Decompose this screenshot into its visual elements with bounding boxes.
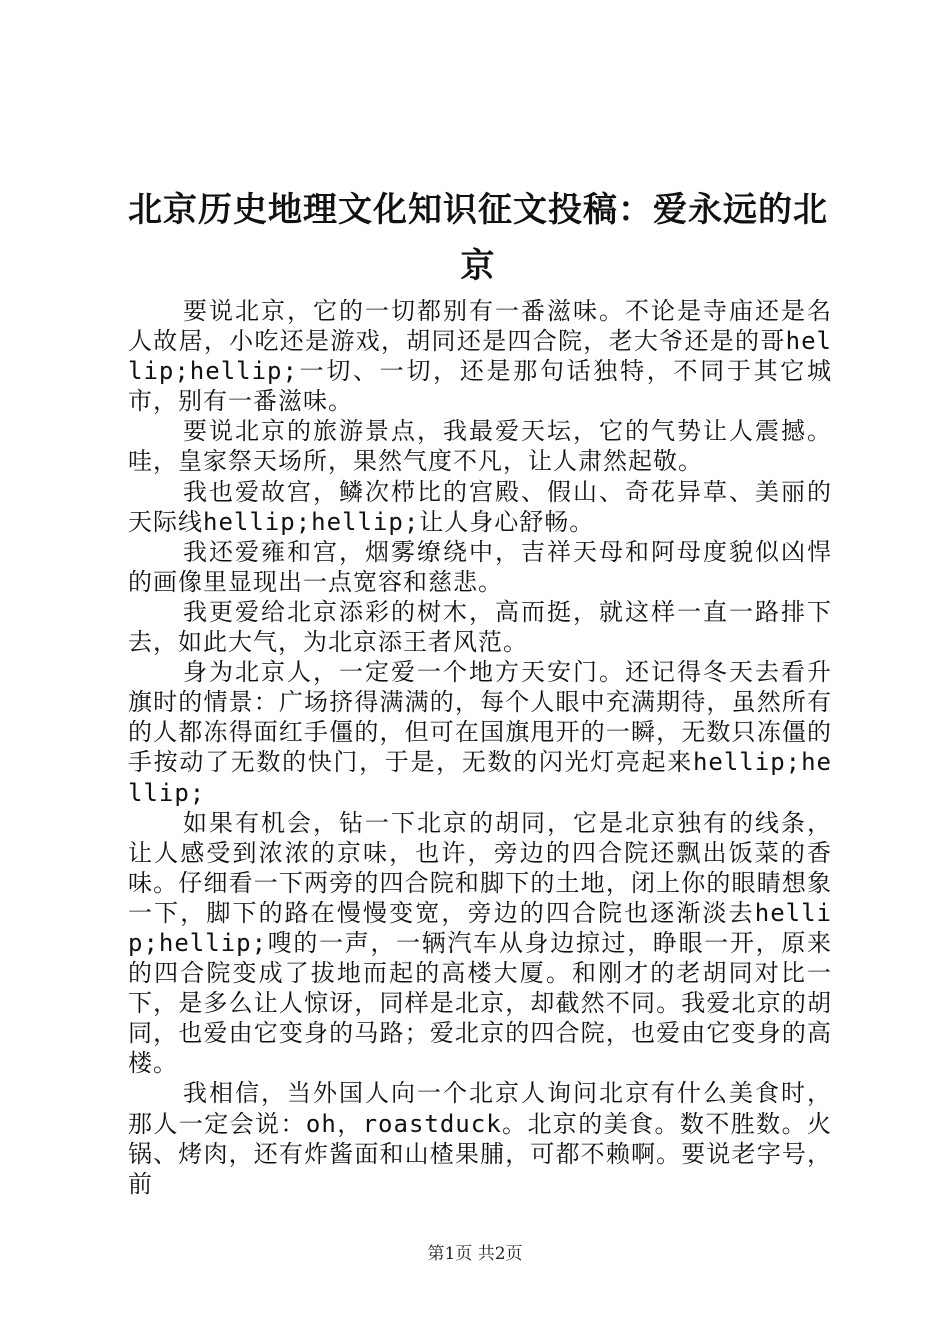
paragraph: 身为北京人，一定爱一个地方天安门。还记得冬天去看升旗时的情景：广场挤得满满的，每个人眼中充满期待，虽然所有的人都冻得面红手僵的，但可在国旗甩开的一瞬，无数只冻僵的手按动了无数的快门，于是，无数的闪光灯亮起来hellip;hellip; xyxy=(128,658,832,807)
paragraph: 我还爱雍和宫，烟雾缭绕中，吉祥天母和阿母度貌似凶悍的画像里显现出一点宽容和慈悲。 xyxy=(128,537,832,596)
paragraph: 我相信，当外国人向一个北京人询问北京有什么美食时，那人一定会说：oh，roastduck。北京的美食。数不胜数。火锅、烤肉，还有炸酱面和山楂果脯，可都不赖啊。要说老字号，前 xyxy=(128,1079,832,1198)
document-title: 北京历史地理文化知识征文投稿：爱永远的北京 xyxy=(128,190,828,286)
paragraph: 要说北京，它的一切都别有一番滋味。不论是寺庙还是名人故居，小吃还是游戏，胡同还是四合院，老大爷还是的哥hellip;hellip;一切、一切，还是那句话独特，不同于其它城市，别有一番滋味。 xyxy=(128,297,832,416)
paragraph: 要说北京的旅游景点，我最爱天坛，它的气势让人震撼。哇，皇家祭天场所，果然气度不凡，让人肃然起敬。 xyxy=(128,417,832,476)
page-footer: 第1页 共2页 xyxy=(427,1244,523,1264)
paragraph: 如果有机会，钻一下北京的胡同，它是北京独有的线条，让人感受到浓浓的京味，也许，旁边的四合院还飘出饭菜的香味。仔细看一下两旁的四合院和脚下的土地，闭上你的眼睛想象一下，脚下的路在慢慢变宽，旁边的四合院也逐渐淡去hellip;hellip;嗖的一声，一辆汽车从身边掠过，睁眼一开，原来的四合院变成了拔地而起的高楼大厦。和刚才的老胡同对比一下，是多么让人惊讶，同样是北京，却截然不同。我爱北京的胡同，也爱由它变身的马路；爱北京的四合院，也爱由它变身的高楼。 xyxy=(128,808,832,1078)
paragraph: 我也爱故宫，鳞次栉比的宫殿、假山、奇花异草、美丽的天际线hellip;hellip;让人身心舒畅。 xyxy=(128,477,832,536)
document-body xyxy=(128,296,832,1199)
paragraph: 我更爱给北京添彩的树木，高而挺，就这样一直一路排下去，如此大气，为北京添王者风范。 xyxy=(128,597,832,657)
